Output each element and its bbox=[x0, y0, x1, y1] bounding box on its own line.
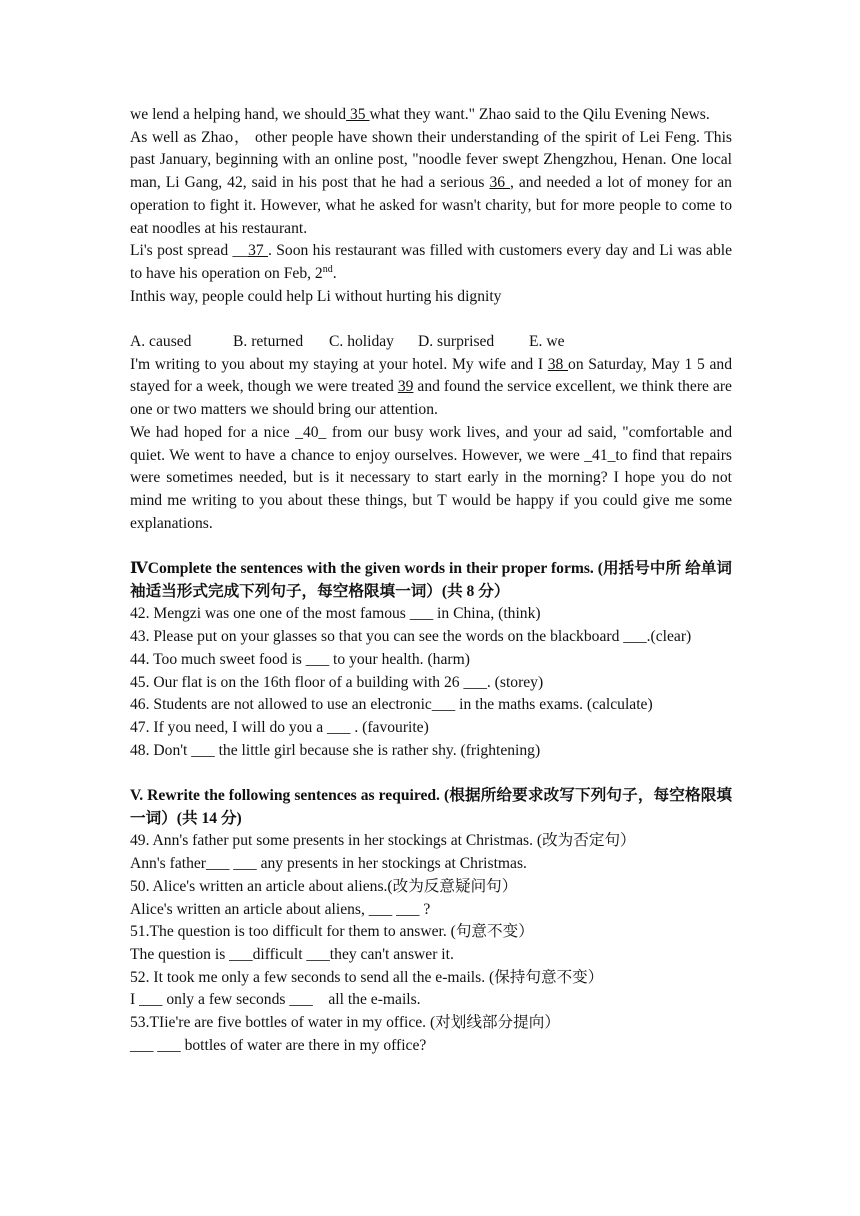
text: , and needed a lot of money for an operation to fight it. However, what he asked for wasn't charity, but for more people to come to eat noodles at his restaurant. bbox=[130, 174, 732, 237]
question-53: 53.TIie're are five bottles of water in my office. (对划线部分提向） bbox=[130, 1014, 560, 1032]
blank-37: 37 bbox=[248, 242, 269, 260]
option-d: D. surprised bbox=[418, 333, 495, 351]
option-b: B. returned bbox=[233, 333, 304, 351]
question-43: 43. Please put on your glasses so that you can see the words on the blackboard ___.(clear) bbox=[130, 628, 692, 646]
blank-36: 36 bbox=[489, 174, 510, 192]
question-45: 45. Our flat is on the 16th floor of a building with 26 ___. (storey) bbox=[130, 673, 544, 691]
question-42: 42. Mengzi was one one of the most famous ___ in China, (think) bbox=[130, 605, 541, 623]
section4-heading: ⅣComplete the sentences with the given words in their proper forms. (用括号中所 给单词袖适当形式完成下列句子，每空格限填一词）(共 8 分） bbox=[130, 560, 732, 600]
section5-heading: V. Rewrite the following sentences as required. (根据所给要求改写下列句子，每空格限填一词）(共 14 分) bbox=[130, 787, 732, 827]
question-47: 47. If you need, I will do you a ___ . (favourite) bbox=[130, 718, 429, 736]
text: we lend a helping hand, we should bbox=[130, 106, 347, 123]
passage1-paragraph-3 bbox=[130, 240, 732, 285]
answer-line-51: The question is ___difficult ___they can't answer it. bbox=[130, 945, 454, 963]
document-content bbox=[130, 104, 732, 1057]
answer-line-52: I ___ only a few seconds ___ all the e-mails. bbox=[130, 991, 421, 1009]
question-52: 52. It took me only a few seconds to send all the e-mails. (保持句意不变） bbox=[130, 968, 604, 986]
question-44: 44. Too much sweet food is ___ to your health. (harm) bbox=[130, 650, 470, 668]
question-50: 50. Alice's written an article about aliens.(改为反意疑问句） bbox=[130, 877, 518, 895]
text: As well as Zhao， other people have shown their understanding of the spirit of Lei Feng. This past January, beginning with an online post, "noodle fever swept Zhengzhou, Henan. One local man, Li Gang, 42, said in his post that he had a serious bbox=[130, 128, 732, 192]
blank-38: 38 bbox=[547, 355, 569, 373]
text: and found the service excellent, we think there are one or two matters we should bring our attention. bbox=[130, 378, 732, 419]
text: Li's post spread __ bbox=[130, 242, 249, 260]
text: what they want." Zhao said to the Qilu Evening News. bbox=[369, 106, 710, 123]
passage2-paragraph-1 bbox=[130, 354, 732, 422]
passage2-paragraph-2: We had hoped for a nice _40_ from our busy work lives, and your ad said, "comfortable and quiet. We went to have a chance to enjoy ourselves. However, we were _41_to find that repairs were sometimes needed, but is it necessary to start early in the morning? I hope you do not mind me writing to you about these things, but T would be happy if you could give me some explanations. bbox=[130, 423, 732, 532]
answer-line-50: Alice's written an article about aliens, ___ ___ ? bbox=[130, 900, 431, 918]
text: on Saturday, May 1 5 and stayed for a week, though we were treated bbox=[130, 355, 732, 396]
spacer bbox=[130, 535, 732, 558]
word-options bbox=[130, 331, 732, 354]
superscript: nd bbox=[322, 263, 333, 275]
question-48: 48. Don't ___ the little girl because she is rather shy. (frightening) bbox=[130, 741, 541, 759]
option-a: A. caused bbox=[130, 333, 192, 351]
text: I'm writing to you about my staying at your hotel. My wife and I bbox=[130, 355, 548, 373]
question-49: 49. Ann's father put some presents in her stockings at Christmas. (改为否定句） bbox=[130, 832, 636, 850]
passage1-paragraph-1 bbox=[130, 104, 732, 127]
text: . bbox=[332, 264, 337, 282]
passage1-paragraph-4: Inthis way, people could help Li without hurting his dignity bbox=[130, 287, 502, 305]
spacer bbox=[130, 762, 732, 785]
blank-35: 35 bbox=[346, 106, 370, 123]
answer-line-49: Ann's father___ ___ any presents in her stockings at Christmas. bbox=[130, 855, 527, 873]
blank-39: 39 bbox=[397, 378, 414, 396]
spacer bbox=[130, 308, 732, 331]
option-c: C. holiday bbox=[329, 333, 394, 351]
option-e: E. we bbox=[529, 333, 565, 351]
passage1-paragraph-2 bbox=[130, 127, 732, 241]
answer-line-53: ___ ___ bottles of water are there in my office? bbox=[130, 1036, 427, 1054]
text: . Soon his restaurant was filled with customers every day and Li was able to have his operation on Feb, 2 bbox=[130, 242, 732, 282]
question-51: 51.The question is too difficult for them to answer. (句意不变） bbox=[130, 923, 534, 941]
question-46: 46. Students are not allowed to use an electronic___ in the maths exams. (calculate) bbox=[130, 696, 653, 714]
